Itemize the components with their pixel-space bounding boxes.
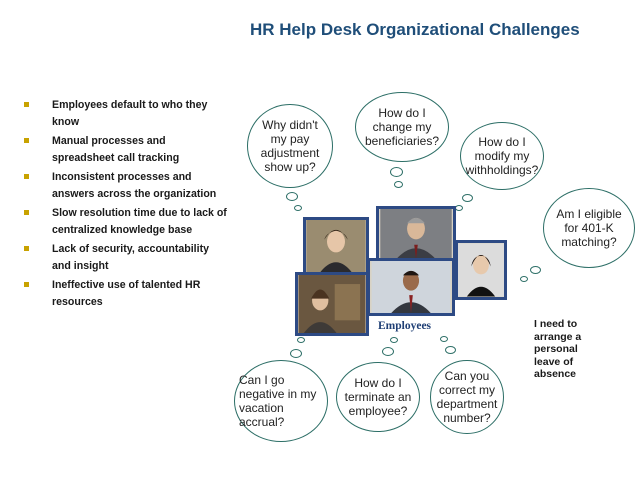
list-item: Ineffective use of talented HR resources (38, 277, 228, 310)
list-item: Lack of security, accountability and insight (38, 241, 228, 274)
bubble-tail (394, 181, 403, 188)
employees-caption: Employees (378, 320, 432, 332)
bubble-tail (390, 337, 398, 343)
bubble-tail (286, 192, 298, 201)
bubble-tail (520, 276, 528, 282)
thought-bubble-withholdings: How do I modify my withholdings? (460, 122, 544, 190)
bubble-tail (294, 205, 302, 211)
woman-portrait-icon (295, 272, 369, 336)
list-item: Inconsistent processes and answers across the organization (38, 169, 228, 202)
thought-bubble-beneficiaries: How do I change my beneficiaries? (355, 92, 449, 162)
thought-bubble-pay: Why didn't my pay adjustment show up? (247, 104, 333, 188)
thought-bubble-terminate: How do I terminate an employee? (336, 362, 420, 432)
bubble-tail (297, 337, 305, 343)
bullet-square-icon (24, 246, 29, 251)
bubble-tail (445, 346, 456, 354)
list-item: Employees default to who they know (38, 97, 228, 130)
thought-bubble-vacation: Can I go negative in my vacation accrual? (234, 360, 328, 442)
man-portrait-icon (367, 258, 455, 316)
challenge-list (38, 97, 228, 313)
slide-title: HR Help Desk Organizational Challenges (250, 20, 580, 39)
thought-bubble-department: Can you correct my department number? (430, 360, 504, 434)
bullet-square-icon (24, 282, 29, 287)
bubble-tail (462, 194, 473, 202)
bubble-tail (382, 347, 394, 356)
thought-bubble-401k: Am I eligible for 401-K matching? (543, 188, 635, 268)
man-portrait-icon (376, 206, 456, 262)
woman-portrait-icon (303, 217, 369, 277)
bubble-tail (455, 205, 463, 211)
leave-request-note: I need to arrange a personal leave of absence (534, 318, 582, 380)
bubble-tail (390, 167, 403, 177)
bullet-square-icon (24, 102, 29, 107)
bubble-tail (440, 336, 448, 342)
bullet-square-icon (24, 210, 29, 215)
bullet-square-icon (24, 138, 29, 143)
bubble-tail (530, 266, 541, 274)
bubble-tail (290, 349, 302, 358)
woman-portrait-icon (455, 240, 507, 300)
bullet-square-icon (24, 174, 29, 179)
list-item: Manual processes and spreadsheet call tracking (38, 133, 228, 166)
list-item: Slow resolution time due to lack of centralized knowledge base (38, 205, 228, 238)
